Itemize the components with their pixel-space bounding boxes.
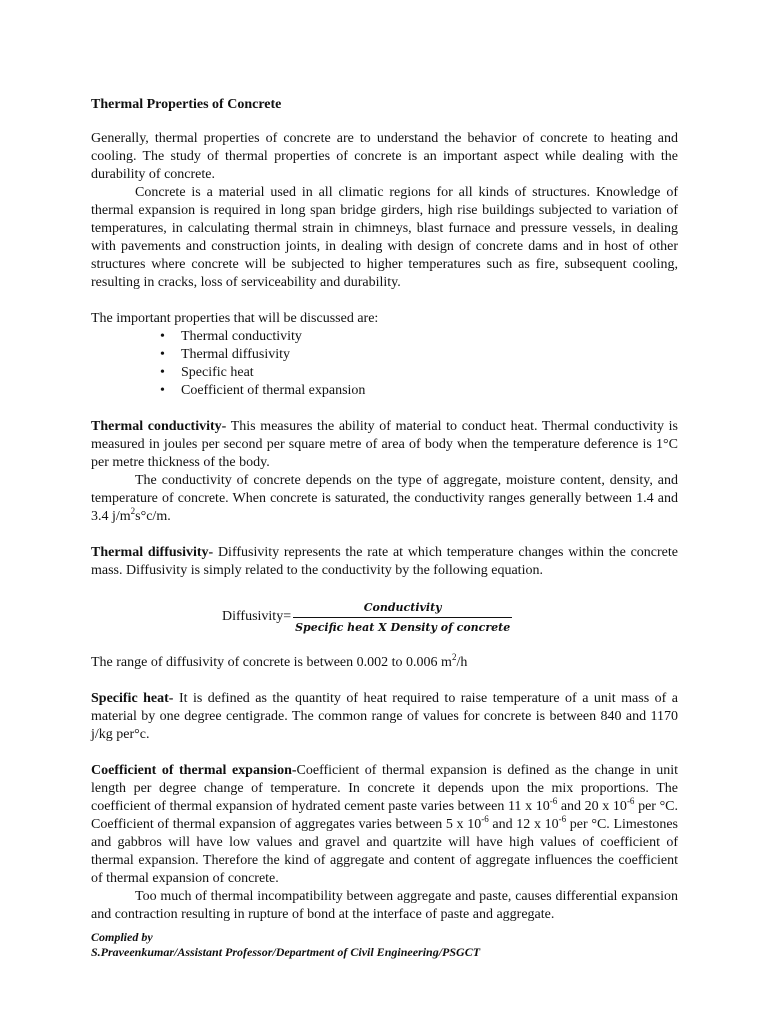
footer-author: S.Praveenkumar/Assistant Professor/Department of Civil Engineering/PSGCT — [91, 945, 481, 959]
intro-paragraph: Generally, thermal properties of concrete are to understand the behavior of concrete to heating and cooling. The study of thermal properties of concrete is an important aspect while dealing with the durability of concrete. — [91, 131, 678, 182]
equation-denominator: Specific heat X Density of concrete — [293, 617, 512, 635]
properties-lead: The important properties that will be discussed are: — [91, 311, 379, 326]
diffusivity-range — [91, 654, 678, 672]
expansion-paragraph — [91, 762, 678, 888]
conductivity-paragraph-2 — [91, 472, 678, 526]
conductivity-paragraph — [91, 418, 678, 472]
equation-numerator: Conductivity — [363, 600, 442, 614]
diffusivity-text: Diffusivity represents the rate at which temperature changes within the concrete mass. Diffusivity is simply related to the conductivity by the following equation. — [91, 545, 678, 578]
expansion-text: per °C. Limestones and gabbros will have low values and gravel and quartzite will have high values of coefficient of thermal expansion. Therefore the kind of aggregate and content of aggregate influences the coefficient of thermal expansion of concrete. — [91, 817, 678, 886]
footer-compiled-by: Complied by — [91, 930, 153, 944]
list-item: • Thermal conductivity — [181, 328, 678, 346]
expansion-text: and 20 x 10 — [557, 799, 627, 814]
expansion-text: per °C. Coefficient of thermal expansion of aggregates varies between 5 x 10 — [91, 799, 679, 832]
equation-fraction — [293, 600, 512, 635]
list-item: • Coefficient of thermal expansion — [181, 382, 678, 400]
diffusivity-heading: Thermal diffusivity- — [91, 545, 214, 560]
page-footer — [91, 930, 480, 960]
specific-heat-paragraph — [91, 690, 678, 744]
list-item: • Thermal diffusivity — [181, 346, 678, 364]
expansion-paragraph-2: Too much of thermal incompatibility between aggregate and paste, causes differential expansion and contraction resulting in rupture of bond at the interface of paste and aggregate. — [91, 889, 678, 922]
diffusivity-range-unit: /h — [456, 655, 468, 670]
equation-label: Diffusivity= — [222, 609, 292, 624]
conductivity-heading: Thermal conductivity- — [91, 419, 227, 434]
superscript: -6 — [481, 814, 489, 824]
diffusivity-range-text: The range of diffusivity of concrete is between 0.002 to 0.006 m — [91, 655, 452, 670]
conductivity-text-2a: The conductivity of concrete depends on the type of aggregate, moisture content, density, and temperature of concrete. When concrete is saturated, the conductivity ranges generally between 1.4 and 3.4 j/m — [91, 473, 678, 524]
conductivity-text: This measures the ability of material to conduct heat. Thermal conductivity is measured in joules per second per square metre of area of body when the temperature deference is 1°C per metre thickness of the body. — [91, 419, 678, 470]
specific-heat-heading: Specific heat- — [91, 691, 174, 706]
document-page — [91, 96, 678, 924]
superscript: 2 — [130, 506, 136, 516]
superscript: -6 — [558, 814, 567, 824]
intro-paragraph-2: Concrete is a material used in all climatic regions for all kinds of structures. Knowledge of thermal expansion is required in long span bridge girders, high rise buildings subjected to variation of temperatures, in calculating thermal strain in chimneys, blast furnace and pressure vessels, in dealing with pavements and construction joints, in dealing with design of concrete dams and in host of other structures where concrete will be subjected to higher temperatures such as fire, subsequent cooling, resulting in cracks, loss of serviceability and durability. — [91, 185, 678, 290]
document-title: Thermal Properties of Concrete — [91, 97, 282, 112]
properties-list — [91, 328, 678, 400]
diffusivity-equation — [222, 598, 678, 636]
list-item: • Specific heat — [181, 364, 678, 382]
expansion-text: and 12 x 10 — [488, 817, 559, 832]
superscript: -6 — [549, 796, 558, 806]
diffusivity-paragraph — [91, 544, 678, 580]
superscript: 2 — [451, 652, 457, 662]
conductivity-text-2b: s°c/m. — [135, 509, 171, 524]
expansion-text: Coefficient of thermal expansion is defined as the change in unit length per degree change of temperature. In concrete it depends upon the mix proportions. The coefficient of thermal expansion of hydrated cement paste varies between 11 x 10 — [91, 763, 678, 814]
expansion-heading: Coefficient of thermal expansion- — [91, 763, 297, 778]
specific-heat-text: It is defined as the quantity of heat required to raise temperature of a unit mass of a material by one degree centigrade. The common range of values for concrete is between 840 and 1170 j/kg per°c. — [91, 691, 678, 742]
superscript: -6 — [626, 796, 635, 806]
